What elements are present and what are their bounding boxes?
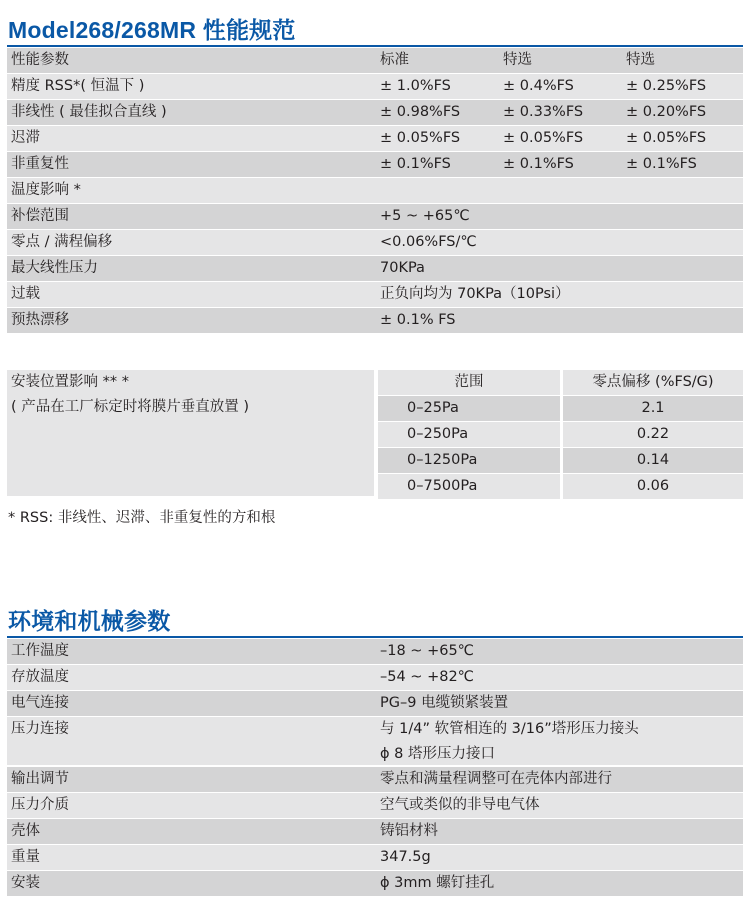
row-value: 70KPa xyxy=(380,260,425,276)
mounting-range: 0–250Pa xyxy=(378,422,560,447)
row-label: 迟滞 xyxy=(11,130,40,146)
mounting-effect-label xyxy=(7,370,374,496)
row-value: ± 0.1%FS xyxy=(626,156,697,172)
table-row xyxy=(7,178,743,203)
table-row xyxy=(7,74,743,99)
row-label: 最大线性压力 xyxy=(11,260,98,276)
header-option-1: 特选 xyxy=(503,52,532,68)
title-rule xyxy=(7,45,743,47)
mounting-label-line1: 安装位置影响 ** * xyxy=(11,374,129,390)
row-value: ϕ 8 塔形压力接口 xyxy=(380,746,496,762)
table-row xyxy=(7,717,743,765)
row-value: ± 0.05%FS xyxy=(503,130,584,146)
row-value: ± 0.20%FS xyxy=(626,104,707,120)
mounting-header-row xyxy=(378,370,743,395)
row-label: 温度影响 * xyxy=(11,182,81,198)
row-label: 压力连接 xyxy=(11,721,69,737)
table-row xyxy=(378,396,743,421)
row-label: 工作温度 xyxy=(11,643,69,659)
table-row xyxy=(378,422,743,447)
row-label: 预热漂移 xyxy=(11,312,69,328)
row-value: 铸铝材料 xyxy=(380,823,438,839)
table-row xyxy=(7,126,743,151)
table-header-row xyxy=(7,48,743,73)
mounting-offset: 2.1 xyxy=(563,396,743,421)
table-row xyxy=(7,819,743,844)
table-row xyxy=(7,256,743,281)
mounting-table xyxy=(378,370,743,500)
row-value: ± 0.05%FS xyxy=(380,130,461,146)
table-row xyxy=(7,282,743,307)
row-label: 存放温度 xyxy=(11,669,69,685)
mounting-range: 0–25Pa xyxy=(378,396,560,421)
footnote: * RSS: 非线性、迟滞、非重复性的方和根 xyxy=(8,510,276,526)
row-value: –54 ~ +82℃ xyxy=(380,669,474,685)
row-value: 零点和满量程调整可在壳体内部进行 xyxy=(380,771,612,787)
row-label: 压力介质 xyxy=(11,797,69,813)
section-title-environment: 环境和机械参数 xyxy=(8,608,171,634)
row-value: <0.06%FS/℃ xyxy=(380,234,477,250)
row-value: ± 0.98%FS xyxy=(380,104,461,120)
table-row xyxy=(7,204,743,229)
row-label: 非重复性 xyxy=(11,156,69,172)
row-value: 347.5g xyxy=(380,849,431,865)
row-value: ± 0.1%FS xyxy=(503,156,574,172)
table-row xyxy=(7,100,743,125)
table-row xyxy=(378,474,743,499)
mounting-range: 0–7500Pa xyxy=(378,474,560,499)
row-value: ± 0.33%FS xyxy=(503,104,584,120)
row-value: ± 0.1% FS xyxy=(380,312,456,328)
row-label: 非线性 ( 最佳拟合直线 ) xyxy=(11,104,167,120)
header-option-2: 特选 xyxy=(626,52,655,68)
table-row xyxy=(378,448,743,473)
mounting-header-offset: 零点偏移 (%FS/G) xyxy=(563,370,743,395)
row-value: ϕ 3mm 螺钉挂孔 xyxy=(380,875,495,891)
table-row xyxy=(7,308,743,333)
row-label: 重量 xyxy=(11,849,40,865)
row-label: 输出调节 xyxy=(11,771,69,787)
section-title-performance: Model268/268MR 性能规范 xyxy=(8,17,296,43)
row-value: +5 ~ +65℃ xyxy=(380,208,470,224)
row-value: –18 ~ +65℃ xyxy=(380,643,474,659)
table-row xyxy=(7,845,743,870)
title-rule xyxy=(7,636,743,638)
row-value: ± 0.25%FS xyxy=(626,78,707,94)
row-value: 空气或类似的非导电气体 xyxy=(380,797,540,813)
row-label: 安装 xyxy=(11,875,40,891)
row-value: PG–9 电缆锁紧装置 xyxy=(380,695,509,711)
row-value: 正负向均为 70KPa（10Psi） xyxy=(380,286,570,302)
row-label: 壳体 xyxy=(11,823,40,839)
row-label: 过载 xyxy=(11,286,40,302)
header-label: 性能参数 xyxy=(11,52,69,68)
mounting-range: 0–1250Pa xyxy=(378,448,560,473)
mounting-offset: 0.22 xyxy=(563,422,743,447)
row-value: 与 1/4” 软管相连的 3/16”塔形压力接头 xyxy=(380,721,639,737)
mounting-offset: 0.06 xyxy=(563,474,743,499)
table-row xyxy=(7,767,743,792)
mounting-label-line2: ( 产品在工厂标定时将膜片垂直放置 ) xyxy=(11,399,250,415)
row-value: ± 0.1%FS xyxy=(380,156,451,172)
table-row xyxy=(7,793,743,818)
table-row xyxy=(7,152,743,177)
row-label: 精度 RSS*( 恒温下 ) xyxy=(11,78,145,94)
table-row xyxy=(7,691,743,716)
table-row xyxy=(7,230,743,255)
row-label: 零点 / 满程偏移 xyxy=(11,234,113,250)
header-standard: 标准 xyxy=(380,52,409,68)
table-row xyxy=(7,639,743,664)
mounting-header-range: 范围 xyxy=(378,370,560,395)
row-label: 补偿范围 xyxy=(11,208,69,224)
mounting-offset: 0.14 xyxy=(563,448,743,473)
row-label: 电气连接 xyxy=(11,695,69,711)
row-value: ± 0.05%FS xyxy=(626,130,707,146)
row-value: ± 1.0%FS xyxy=(380,78,451,94)
table-row xyxy=(7,665,743,690)
table-row xyxy=(7,871,743,896)
row-value: ± 0.4%FS xyxy=(503,78,574,94)
